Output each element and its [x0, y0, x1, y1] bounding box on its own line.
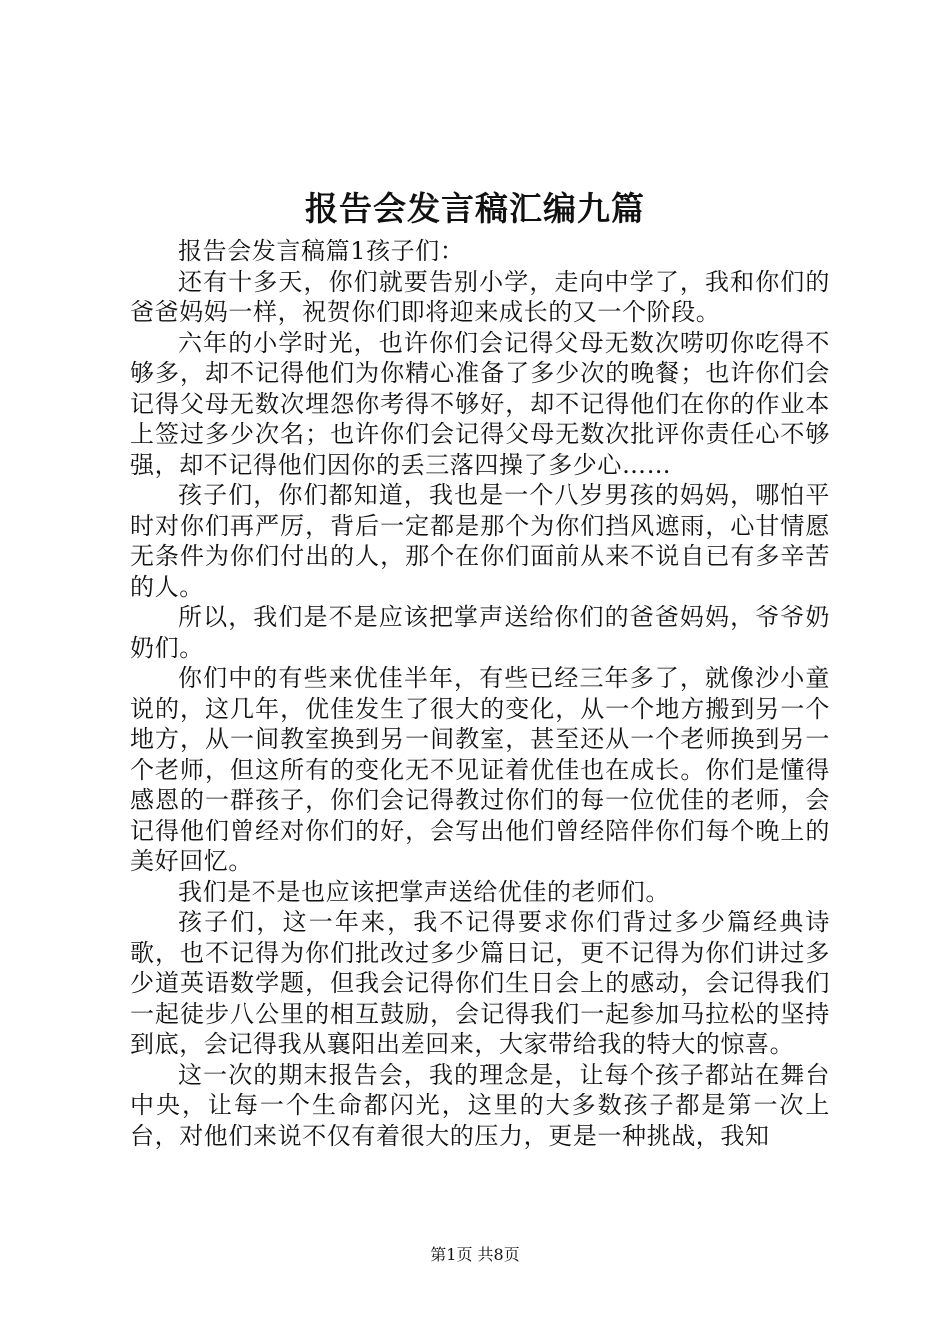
paragraph: 所以，我们是不是应该把掌声送给你们的爸爸妈妈，爷爷奶奶们。: [130, 603, 830, 662]
document-title: 报告会发言稿汇编九篇: [305, 189, 645, 228]
paragraph: 孩子们，这一年来，我不记得要求你们背过多少篇经典诗歌，也不记得为你们批改过多少篇日记，更不记得为你们讲过多少道英语数学题，但我会记得你们生日会上的感动，会记得我们一起徒步八公里的相互鼓励，会记得我们一起参加马拉松的坚持到底，会记得我从襄阳出差回来，大家带给我的特大的惊喜。: [130, 908, 830, 1058]
paragraph: 报告会发言稿篇1孩子们：: [178, 237, 465, 265]
paragraph: 我们是不是也应该把掌声送给优佳的老师们。: [178, 877, 670, 906]
document-body: [130, 236, 830, 1151]
paragraph: 六年的小学时光，也许你们会记得父母无数次唠叨你吃得不够多，却不记得他们为你精心准备了多少次的晚餐；也许你们会记得父母无数次埋怨你考得不够好，却不记得他们在你的作业本上签过多少次名；也许你们会记得父母无数次批评你责任心不够强，却不记得他们因你的丢三落四操了多少心……: [130, 328, 830, 479]
page-footer: 第1页 共8页: [430, 1245, 520, 1264]
paragraph: 你们中的有些来优佳半年，有些已经三年多了，就像沙小童说的，这几年，优佳发生了很大的变化，从一个地方搬到另一个地方，从一间教室换到另一间教室，甚至还从一个老师换到另一个老师，但这所有的变化无不见证着优佳也在成长。你们是懂得感恩的一群孩子，你们会记得教过你们的每一位优佳的老师，会记得他们曾经对你们的好，会写出他们曾经陪伴你们每个晚上的美好回忆。: [130, 664, 830, 875]
paragraph: 这一次的期末报告会，我的理念是，让每个孩子都站在舞台中央，让每一个生命都闪光，这里的大多数孩子都是第一次上台，对他们来说不仅有着很大的压力，更是一种挑战，我知: [130, 1060, 830, 1150]
paragraph: 还有十多天，你们就要告别小学，走向中学了，我和你们的爸爸妈妈一样，祝贺你们即将迎来成长的又一个阶段。: [130, 267, 830, 326]
paragraph: 孩子们，你们都知道，我也是一个八岁男孩的妈妈，哪怕平时对你们再严厉，背后一定都是那个为你们挡风遮雨，心甘情愿无条件为你们付出的人，那个在你们面前从来不说自已有多辛苦的人。: [130, 481, 830, 601]
